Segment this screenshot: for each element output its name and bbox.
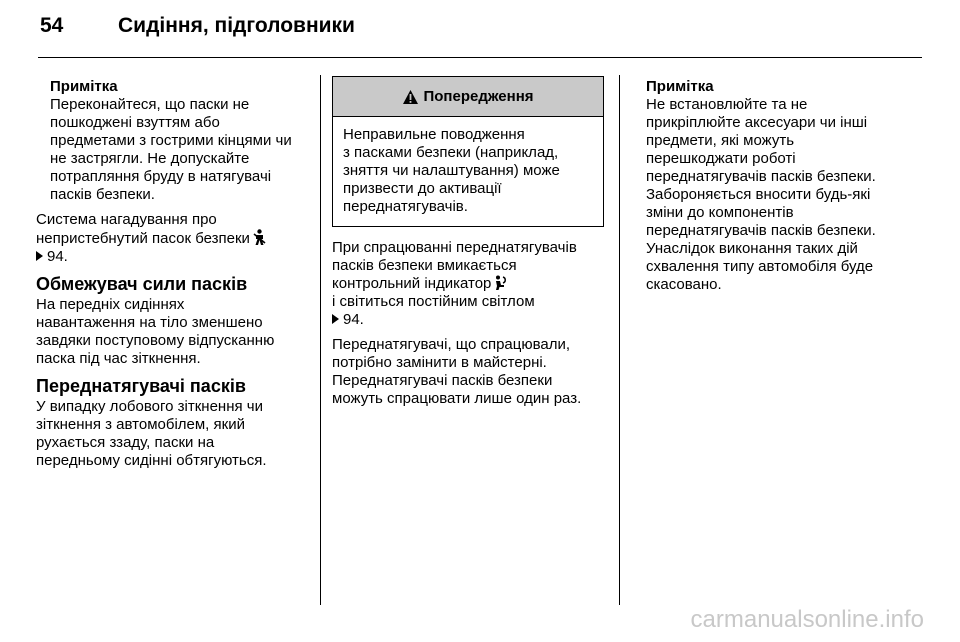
airbag-pretensioner-icon [494,275,508,291]
text-line: потрібно замінити в майстерні. [332,354,547,371]
column-divider-1 [320,75,321,605]
note-line: не застрягли. Не допускайте [50,150,250,167]
text-line: Переднатягувачі пасків безпеки [332,372,553,389]
warning-line: переднатягувачів. [343,198,468,215]
column-2 [332,78,604,415]
text-line: передньому сидінні обтягуються. [36,452,267,469]
section-heading-force-limiter: Обмежувач сили пасків [36,274,248,294]
note-line: перешкоджати роботі [646,150,796,167]
force-limiter-paragraph [36,296,308,368]
note-line: переднатягувачів пасків безпеки. [646,168,876,185]
text-line: навантаження на тіло зменшено [36,314,263,331]
note-line: Забороняється вносити будь-які [646,186,871,203]
replacement-paragraph [332,336,604,408]
note-block-1 [36,78,308,204]
note-line: зміни до компонентів [646,204,794,221]
warning-body [333,117,603,226]
indicator-paragraph [332,239,604,329]
warning-title: Попередження [423,87,534,105]
warning-header [333,77,603,117]
page-title: Сидіння, підголовники [118,14,355,37]
note-line: прикріплюйте аксесуари чи інші [646,114,868,131]
page-reference[interactable] [332,311,604,329]
text-line: У випадку лобового зіткнення чи [36,398,263,415]
note-line: Переконайтеся, що паски не [50,96,250,113]
column-divider-2 [619,75,620,605]
warning-line: призвести до активації [343,180,502,197]
reference-number: 94. [47,248,68,265]
seatbelt-reminder-icon [253,229,266,246]
reminder-paragraph [36,211,308,266]
warning-line: Неправильне поводження [343,126,525,143]
page-number: 54 [40,14,64,37]
watermark: carmanualsonline.info [690,606,924,633]
text-line: пасків безпеки вмикається [332,257,517,274]
column-1 [36,78,308,477]
text-line: рухається ззаду, паски на [36,434,215,451]
note-line: Унаслідок виконання таких дій [646,240,858,257]
text-line: і світиться постійним світлом [332,293,535,310]
page-header [40,14,355,38]
text-line: контрольний індикатор [332,275,492,292]
note-line: схвалення типу автомобіля буде [646,258,874,275]
warning-line: зняття чи налаштування) може [343,162,560,179]
page-reference[interactable] [36,248,308,266]
note-title: Примітка [50,78,118,95]
note-line: пасків безпеки. [50,186,155,203]
reference-arrow-icon [332,314,339,324]
text-line: На передніх сидіннях [36,296,185,313]
text-line: непристебнутий пасок безпеки [36,230,250,247]
warning-box [332,76,604,227]
warning-line: з пасками безпеки (наприклад, [343,144,559,161]
text-line: Система нагадування про [36,211,217,228]
header-rule [38,57,922,58]
note-line: потрапляння бруду в натягувачі [50,168,272,185]
warning-triangle-icon [402,89,419,105]
note-line: Не встановлюйте та не [646,96,808,113]
text-line: завдяки поступовому відпусканню [36,332,275,349]
reference-number: 94. [343,311,364,328]
note-title: Примітка [646,78,714,95]
note-block-2 [646,78,918,294]
reference-arrow-icon [36,251,43,261]
text-line: паска під час зіткнення. [36,350,201,367]
section-heading-pretensioners: Переднатягувачі пасків [36,376,246,396]
text-line: можуть спрацювати лише один раз. [332,390,582,407]
note-line: предметами з гострими кінцями чи [50,132,292,149]
pretensioners-paragraph [36,398,308,470]
text-line: Переднатягувачі, що спрацювали, [332,336,571,353]
note-line: пошкоджені взуттям або [50,114,220,131]
note-line: предмети, які можуть [646,132,795,149]
note-line: переднатягувачів пасків безпеки. [646,222,876,239]
column-3 [646,78,918,301]
text-line: При спрацюванні переднатягувачів [332,239,577,256]
text-line: зіткнення з автомобілем, який [36,416,245,433]
note-line: скасовано. [646,276,722,293]
